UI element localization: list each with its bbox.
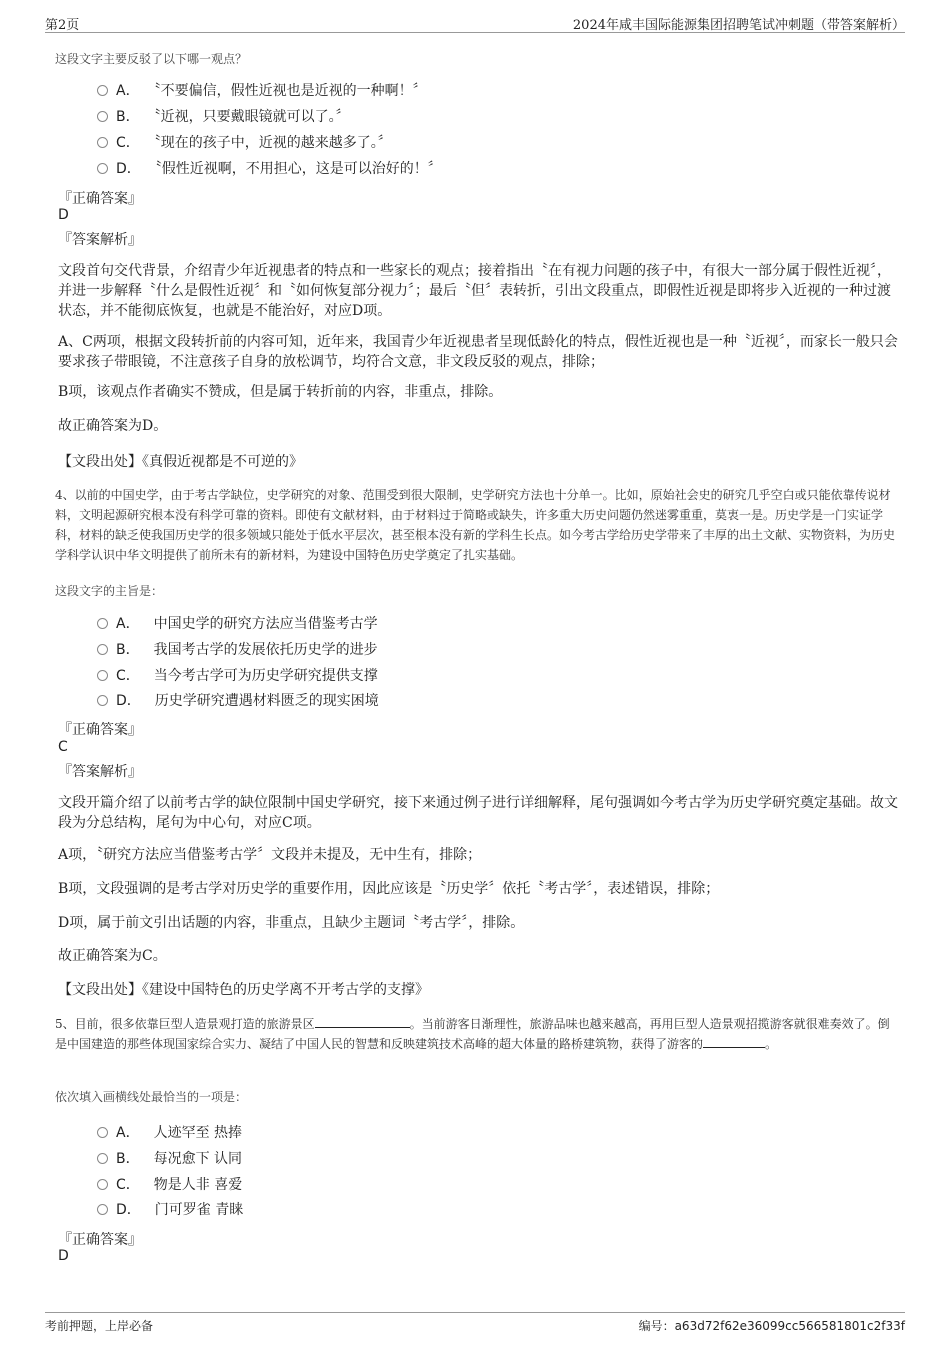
q3-option-a[interactable]: A． 〝不要偏信，假性近视也是近视的一种啊！〞 bbox=[97, 80, 427, 102]
radio-icon[interactable] bbox=[97, 1204, 108, 1215]
q3-source: 【文段出处】《真假近视都是不可逆的》 bbox=[58, 454, 303, 470]
q5-option-c[interactable]: C． 物是人非 喜爱 bbox=[97, 1174, 242, 1196]
q3-explain-label: 『答案解析』 bbox=[58, 232, 142, 248]
q4-option-b[interactable]: B． 我国考古学的发展依托历史学的进步 bbox=[97, 639, 378, 661]
q5-answer-label: 『正确答案』 bbox=[58, 1232, 142, 1248]
fill-blank-2[interactable] bbox=[703, 1035, 765, 1048]
footer-slogan: 考前押题，上岸必备 bbox=[45, 1319, 154, 1333]
q3-option-d[interactable]: D． 〝假性近视啊，不用担心，这是可以治好的！〞 bbox=[97, 158, 442, 180]
radio-icon[interactable] bbox=[97, 137, 108, 148]
q4-explain-1: 文段开篇介绍了以前考古学的缺位限制中国史学研究，接下来通过例子进行详细解释，尾句强调如今考古学为历史学研究奠定基础。故文段为分总结构，尾句为中心句，对应C项。 bbox=[58, 795, 898, 831]
q5-stem: 5、目前，很多依靠巨型人造景观打造的旅游景区 。当前游客日渐理性，旅游品味也越来越高，再用巨型人造景观招揽游客就很难奏效了。倒是中国建造的那些体现国家综合实力、凝结了中国人民的智慧和反映建筑技术高峰的超大体量的路桥建筑物，获得了游客的 。 bbox=[55, 1017, 890, 1051]
q5-option-b[interactable]: B． 每况愈下 认同 bbox=[97, 1148, 242, 1170]
q4-explain-2: A项，〝研究方法应当借鉴考古学〞文段并未提及，无中生有，排除； bbox=[58, 847, 482, 863]
radio-icon[interactable] bbox=[97, 111, 108, 122]
q3-option-b[interactable]: B． 〝近视，只要戴眼镜就可以了。〞 bbox=[97, 106, 350, 128]
q4-explain-label: 『答案解析』 bbox=[58, 764, 142, 780]
radio-icon[interactable] bbox=[97, 618, 108, 629]
q4-explain-4: D项，属于前文引出话题的内容，非重点，且缺少主题词〝考古学〞，排除。 bbox=[58, 915, 525, 931]
page-header bbox=[45, 12, 905, 33]
q3-explain-4: 故正确答案为D。 bbox=[58, 418, 168, 434]
q3-question: 这段文字主要反驳了以下哪一观点？ bbox=[55, 52, 248, 66]
radio-icon[interactable] bbox=[97, 1153, 108, 1164]
q4-explain-3: B项，文段强调的是考古学对历史学的重要作用，因此应该是〝历史学〞依托〝考古学〞，表述错误，排除； bbox=[58, 881, 720, 897]
q4-option-a[interactable]: A． 中国史学的研究方法应当借鉴考古学 bbox=[97, 613, 378, 635]
q4-answer-label: 『正确答案』 bbox=[58, 722, 142, 738]
q4-source: 【文段出处】《建设中国特色的历史学离不开考古学的支撑》 bbox=[58, 982, 429, 998]
q3-explain-2: A、C两项，根据文段转折前的内容可知，近年来，我国青少年近视患者呈现低龄化的特点，假性近视也是一种〝近视〞，而家长一般只会要求孩子带眼镜，不注意孩子自身的放松调节，均符合文意，非文段反驳的观点，排除； bbox=[58, 334, 898, 370]
page-number: 第2页 bbox=[45, 18, 80, 33]
q5-answer: D bbox=[58, 1248, 69, 1264]
q3-answer: D bbox=[58, 207, 69, 223]
q5-question: 依次填入画横线处最恰当的一项是： bbox=[55, 1090, 248, 1104]
q3-option-c[interactable]: C． 〝现在的孩子中，近视的越来越多了。〞 bbox=[97, 132, 392, 154]
radio-icon[interactable] bbox=[97, 85, 108, 96]
fill-blank-1[interactable] bbox=[315, 1015, 410, 1028]
radio-icon[interactable] bbox=[97, 644, 108, 655]
q4-option-d[interactable]: D． 历史学研究遭遇材料匮乏的现实困境 bbox=[97, 690, 379, 712]
q5-option-d[interactable]: D． 门可罗雀 青睐 bbox=[97, 1199, 243, 1221]
q4-explain-5: 故正确答案为C。 bbox=[58, 948, 167, 964]
q3-explain-3: B项，该观点作者确实不赞成，但是属于转折前的内容，非重点，排除。 bbox=[58, 384, 503, 400]
q5-option-a[interactable]: A． 人迹罕至 热捧 bbox=[97, 1122, 242, 1144]
q4-question: 这段文字的主旨是： bbox=[55, 584, 164, 598]
radio-icon[interactable] bbox=[97, 1179, 108, 1190]
page-footer bbox=[45, 1312, 905, 1333]
q4-stem: 4、以前的中国史学，由于考古学缺位，史学研究的对象、范围受到很大限制，史学研究方法也十分单一。比如，原始社会史的研究几乎空白或只能依靠传说材料，文明起源研究根本没有科学可靠的资料。即使有文献材料，由于材料过于简略或缺失，许多重大历史问题仍然迷雾重重，莫衷一是。历史学是一门实证学科，材料的缺乏使我国历史学的很多领域只能处于低水平层次，甚至根本没有新的学科生长点。如今考古学给历史学带来了丰厚的出土文献、实物资料，为历史学科学认识中华文明提供了前所未有的新材料，为建设中国特色历史学奠定了扎实基础。 bbox=[55, 488, 896, 562]
q3-explain-1: 文段首句交代背景，介绍青少年近视患者的特点和一些家长的观点；接着指出〝在有视力问题的孩子中，有很大一部分属于假性近视〞，并进一步解释〝什么是假性近视〞和〝如何恢复部分视力〞；最后〝但〞表转折，引出文段重点，即假性近视是即将步入近视的一种过渡状态，并不能彻底恢复，也就是不能治好，对应D项。 bbox=[58, 263, 891, 319]
q4-answer: C bbox=[58, 739, 68, 755]
radio-icon[interactable] bbox=[97, 670, 108, 681]
q4-option-c[interactable]: C． 当今考古学可为历史学研究提供支撑 bbox=[97, 665, 378, 687]
radio-icon[interactable] bbox=[97, 1127, 108, 1138]
radio-icon[interactable] bbox=[97, 163, 108, 174]
document-id: 编号：a63d72f62e36099cc566581801c2f33f bbox=[638, 1319, 905, 1333]
document-title: 2024年咸丰国际能源集团招聘笔试冲刺题（带答案解析） bbox=[572, 18, 905, 33]
q3-answer-label: 『正确答案』 bbox=[58, 191, 142, 207]
radio-icon[interactable] bbox=[97, 695, 108, 706]
